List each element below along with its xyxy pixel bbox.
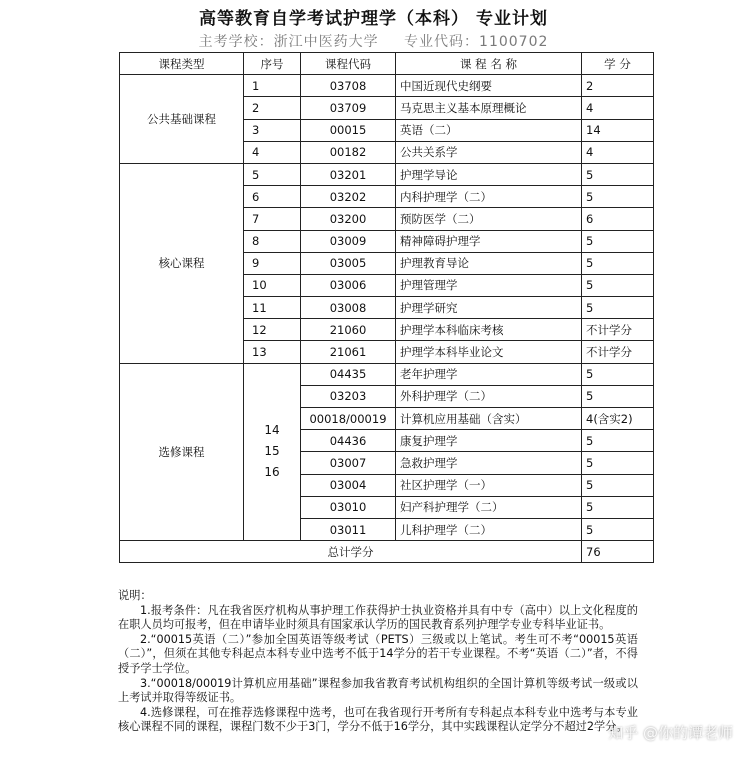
course-type-cell: 选修课程 — [120, 363, 244, 541]
course-name-cell: 急救护理学 — [396, 452, 582, 474]
course-code-cell: 03203 — [301, 385, 396, 407]
course-code-cell: 03709 — [301, 97, 396, 119]
header-row — [120, 53, 654, 75]
course-code-cell: 03006 — [301, 274, 396, 296]
course-code-cell: 03005 — [301, 252, 396, 274]
credit-cell: 5 — [582, 474, 654, 496]
course-code-cell: 21061 — [301, 341, 396, 363]
course-code-cell: 03202 — [301, 186, 396, 208]
number-cell: 10 — [244, 274, 301, 296]
course-name-cell: 精神障碍护理学 — [396, 230, 582, 252]
credit-cell: 5 — [582, 496, 654, 518]
credit-cell: 5 — [582, 385, 654, 407]
credit-cell: 5 — [582, 186, 654, 208]
course-name-cell: 儿科护理学（二） — [396, 518, 582, 540]
credit-cell: 不计学分 — [582, 341, 654, 363]
credit-cell: 不计学分 — [582, 319, 654, 341]
course-name-cell: 外科护理学（二） — [396, 385, 582, 407]
course-name-cell: 老年护理学 — [396, 363, 582, 385]
header-course-code: 课程代码 — [301, 53, 396, 75]
course-name-cell: 妇产科护理学（二） — [396, 496, 582, 518]
total-label-cell: 总计学分 — [120, 541, 582, 563]
number-cell: 12 — [244, 319, 301, 341]
credit-cell: 5 — [582, 252, 654, 274]
credit-cell: 2 — [582, 75, 654, 97]
header-credit: 学 分 — [582, 53, 654, 75]
note-item: 4.选修课程，可在推荐选修课程中选考，也可在我省现行开考所有专科起点本科专业中选考与本专业核心课程不同的课程，课程门数不少于3门，学分不低于16学分，其中实践课程认定学分不超过2学分。 — [118, 705, 638, 734]
table-body — [120, 75, 654, 563]
number-cell: 5 — [244, 163, 301, 185]
table-row — [120, 75, 654, 97]
number-cell: 1 — [244, 75, 301, 97]
total-row — [120, 541, 654, 563]
course-code-cell: 03200 — [301, 208, 396, 230]
course-name-cell: 护理管理学 — [396, 274, 582, 296]
credit-cell: 14 — [582, 119, 654, 141]
watermark: 知乎 @你的谭老师 — [608, 724, 733, 742]
course-code-cell: 03009 — [301, 230, 396, 252]
course-plan-table — [119, 52, 654, 563]
header-course-type: 课程类型 — [120, 53, 244, 75]
course-type-cell: 公共基础课程 — [120, 75, 244, 164]
course-name-cell: 计算机应用基础（含实） — [396, 408, 582, 430]
elective-number: 14 — [264, 423, 280, 438]
credit-cell: 4 — [582, 141, 654, 163]
credit-cell: 4(含实2) — [582, 408, 654, 430]
number-cell: 8 — [244, 230, 301, 252]
credit-cell: 5 — [582, 518, 654, 540]
number-cell: 3 — [244, 119, 301, 141]
note-item: 2.“00015英语（二）”参加全国英语等级考试（PETS）三级或以上笔试。考生可不考“00015英语（二）”，但须在其他专科起点本科专业中选考不低于14学分的若干专业课程。不考“英语（二）”者，不得授予学士学位。 — [118, 632, 638, 675]
course-code-cell: 03004 — [301, 474, 396, 496]
note-item: 1.报考条件：凡在我省医疗机构从事护理工作获得护士执业资格并具有中专（高中）以上文化程度的在职人员均可报考，但在申请毕业时须具有国家承认学历的国民教育系列护理学专业专科毕业证书。 — [118, 603, 638, 632]
course-name-cell: 公共关系学 — [396, 141, 582, 163]
credit-cell: 5 — [582, 363, 654, 385]
course-name-cell: 护理学导论 — [396, 163, 582, 185]
course-code-cell: 03008 — [301, 297, 396, 319]
header-number: 序号 — [244, 53, 301, 75]
course-code-cell: 00015 — [301, 119, 396, 141]
table-header — [120, 53, 654, 75]
number-cell: 11 — [244, 297, 301, 319]
course-name-cell: 中国近现代史纲要 — [396, 75, 582, 97]
course-name-cell: 护理教育导论 — [396, 252, 582, 274]
table-row — [120, 163, 654, 185]
header-course-name: 课 程 名 称 — [396, 53, 582, 75]
table-row — [120, 363, 654, 385]
number-cell: 6 — [244, 186, 301, 208]
course-code-cell: 04435 — [301, 363, 396, 385]
number-cell: 13 — [244, 341, 301, 363]
course-code-cell: 03011 — [301, 518, 396, 540]
number-cell: 9 — [244, 252, 301, 274]
course-code-cell: 00018/00019 — [301, 408, 396, 430]
course-name-cell: 内科护理学（二） — [396, 186, 582, 208]
total-value-cell: 76 — [582, 541, 654, 563]
elective-number: 16 — [264, 465, 280, 480]
course-code-cell: 03010 — [301, 496, 396, 518]
number-cell: 7 — [244, 208, 301, 230]
elective-number-cell — [244, 363, 301, 541]
course-code-cell: 03201 — [301, 163, 396, 185]
course-name-cell: 康复护理学 — [396, 430, 582, 452]
course-name-cell: 预防医学（二） — [396, 208, 582, 230]
course-code-cell: 00182 — [301, 141, 396, 163]
school-label: 主考学校：浙江中医药大学 — [198, 34, 379, 50]
credit-cell: 6 — [582, 208, 654, 230]
credit-cell: 5 — [582, 230, 654, 252]
course-type-cell: 核心课程 — [120, 163, 244, 363]
course-name-cell: 英语（二） — [396, 119, 582, 141]
credit-cell: 5 — [582, 163, 654, 185]
major-code-label: 专业代码：1100702 — [404, 34, 549, 50]
course-name-cell: 护理学本科毕业论文 — [396, 341, 582, 363]
course-code-cell: 21060 — [301, 319, 396, 341]
course-name-cell: 马克思主义基本原理概论 — [396, 97, 582, 119]
page-title: 高等教育自学考试护理学（本科） 专业计划 — [199, 9, 548, 29]
course-name-cell: 护理学研究 — [396, 297, 582, 319]
page-subtitle — [0, 31, 747, 51]
elective-number: 15 — [264, 444, 280, 459]
notes-heading: 说明： — [118, 589, 152, 602]
credit-cell: 5 — [582, 452, 654, 474]
course-code-cell: 03007 — [301, 452, 396, 474]
course-code-cell: 03708 — [301, 75, 396, 97]
credit-cell: 5 — [582, 274, 654, 296]
course-name-cell: 护理学本科临床考核 — [396, 319, 582, 341]
credit-cell: 4 — [582, 97, 654, 119]
number-cell: 2 — [244, 97, 301, 119]
number-cell: 4 — [244, 141, 301, 163]
credit-cell: 5 — [582, 297, 654, 319]
notes-section — [118, 589, 638, 735]
course-code-cell: 04436 — [301, 430, 396, 452]
course-name-cell: 社区护理学（一） — [396, 474, 582, 496]
note-item: 3.“00018/00019计算机应用基础”课程参加我省教育考试机构组织的全国计算机等级考试一级或以上考试并取得等级证书。 — [118, 676, 638, 705]
credit-cell: 5 — [582, 430, 654, 452]
